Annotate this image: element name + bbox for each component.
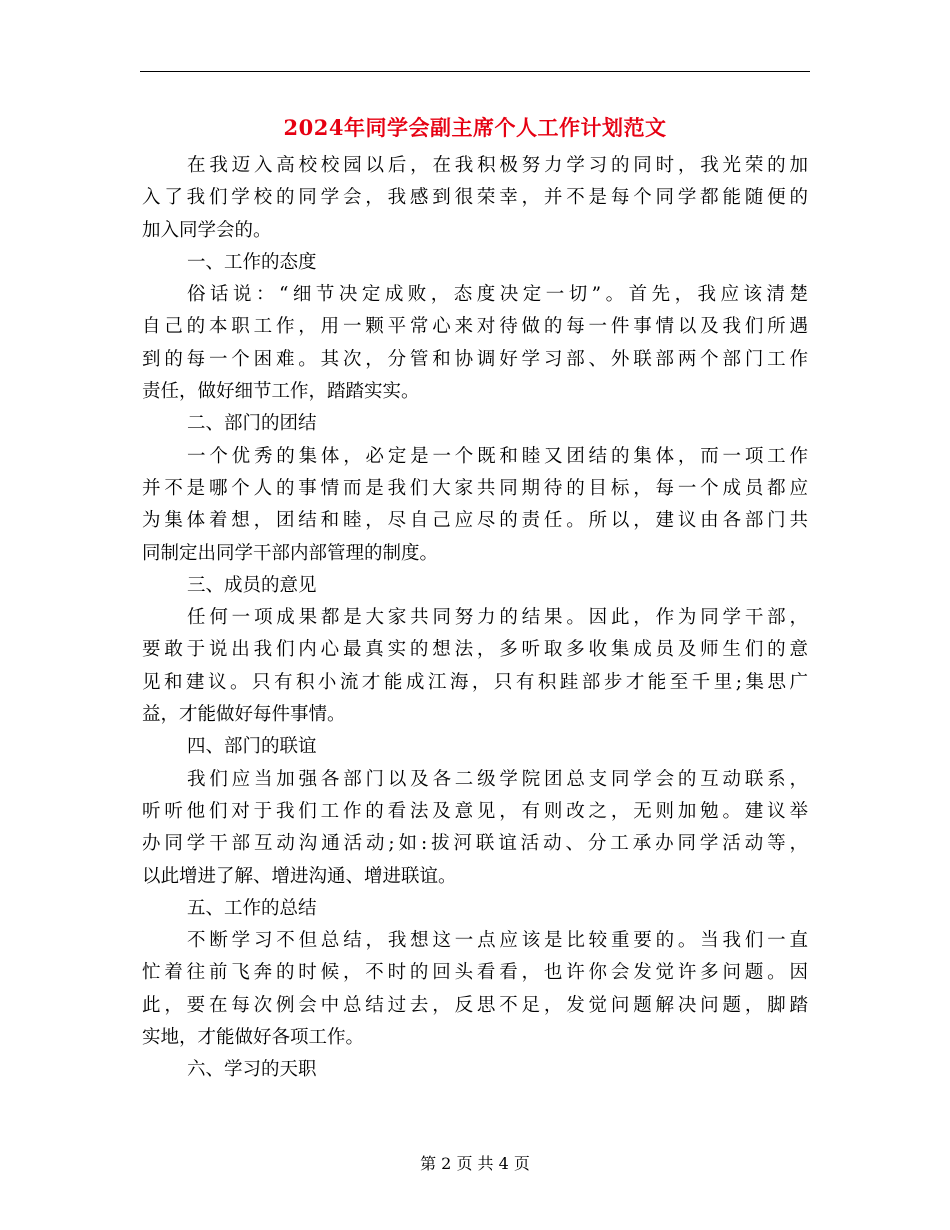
section-heading: 四、部门的联谊 <box>187 736 317 758</box>
paragraph-line: 不断学习不但总结，我想这一点应该是比较重要的。当我们一直 <box>187 930 808 952</box>
section-heading: 一、工作的态度 <box>187 251 317 273</box>
paragraph-line: 见和建议。只有积小流才能成江海，只有积跬部步才能至千里;集思广 <box>142 671 808 693</box>
page-number: 第 2 页 共 4 页 <box>420 1154 530 1173</box>
paragraph-line: 益，才能做好每件事情。 <box>142 704 346 726</box>
paragraph-line: 自己的本职工作，用一颗平常心来对待做的每一件事情以及我们所遇 <box>142 316 808 338</box>
paragraph-line: 俗话说：“细节决定成败，态度决定一切”。首先，我应该清楚 <box>187 284 808 306</box>
header-rule <box>140 71 810 72</box>
paragraph-line: 要敢于说出我们内心最真实的想法，多听取多收集成员及师生们的意 <box>142 639 808 661</box>
paragraph-line: 实地，才能做好各项工作。 <box>142 1027 365 1049</box>
paragraph-line: 加入同学会的。 <box>142 219 272 241</box>
section-heading: 六、学习的天职 <box>187 1059 317 1081</box>
document-body <box>142 150 808 1087</box>
paragraph-line: 为集体着想，团结和睦，尽自己应尽的责任。所以，建议由各部门共 <box>142 510 808 532</box>
document-title: 2024年同学会副主席个人工作计划范文 <box>283 115 667 140</box>
paragraph-line: 听听他们对于我们工作的看法及意见，有则改之，无则加勉。建议举 <box>142 800 808 822</box>
paragraph-line: 并不是哪个人的事情而是我们大家共同期待的目标，每一个成员都应 <box>142 477 808 499</box>
section-heading: 三、成员的意见 <box>187 574 317 596</box>
paragraph-line: 以此增进了解、增进沟通、增进联谊。 <box>142 865 457 887</box>
paragraph-line: 忙着往前飞奔的时候，不时的回头看看，也许你会发觉许多问题。因 <box>142 962 808 984</box>
paragraph-line: 一个优秀的集体，必定是一个既和睦又团结的集体，而一项工作 <box>187 445 808 467</box>
paragraph-line: 入了我们学校的同学会，我感到很荣幸，并不是每个同学都能随便的 <box>142 187 808 209</box>
paragraph-line: 任何一项成果都是大家共同努力的结果。因此，作为同学干部， <box>187 607 808 629</box>
paragraph-line: 到的每一个困难。其次，分管和协调好学习部、外联部两个部门工作 <box>142 348 808 370</box>
section-heading: 五、工作的总结 <box>187 897 317 919</box>
paragraph-line: 责任，做好细节工作，踏踏实实。 <box>142 381 420 403</box>
section-heading: 二、部门的团结 <box>187 413 317 435</box>
paragraph-line: 同制定出同学干部内部管理的制度。 <box>142 542 439 564</box>
paragraph-line: 此，要在每次例会中总结过去，反思不足，发觉问题解决问题，脚踏 <box>142 994 808 1016</box>
paragraph-line: 在我迈入高校校园以后，在我积极努力学习的同时，我光荣的加 <box>187 155 808 176</box>
paragraph-line: 办同学干部互动沟通活动;如:拔河联谊活动、分工承办同学活动等， <box>142 833 808 855</box>
paragraph-line: 我们应当加强各部门以及各二级学院团总支同学会的互动联系， <box>187 768 808 790</box>
